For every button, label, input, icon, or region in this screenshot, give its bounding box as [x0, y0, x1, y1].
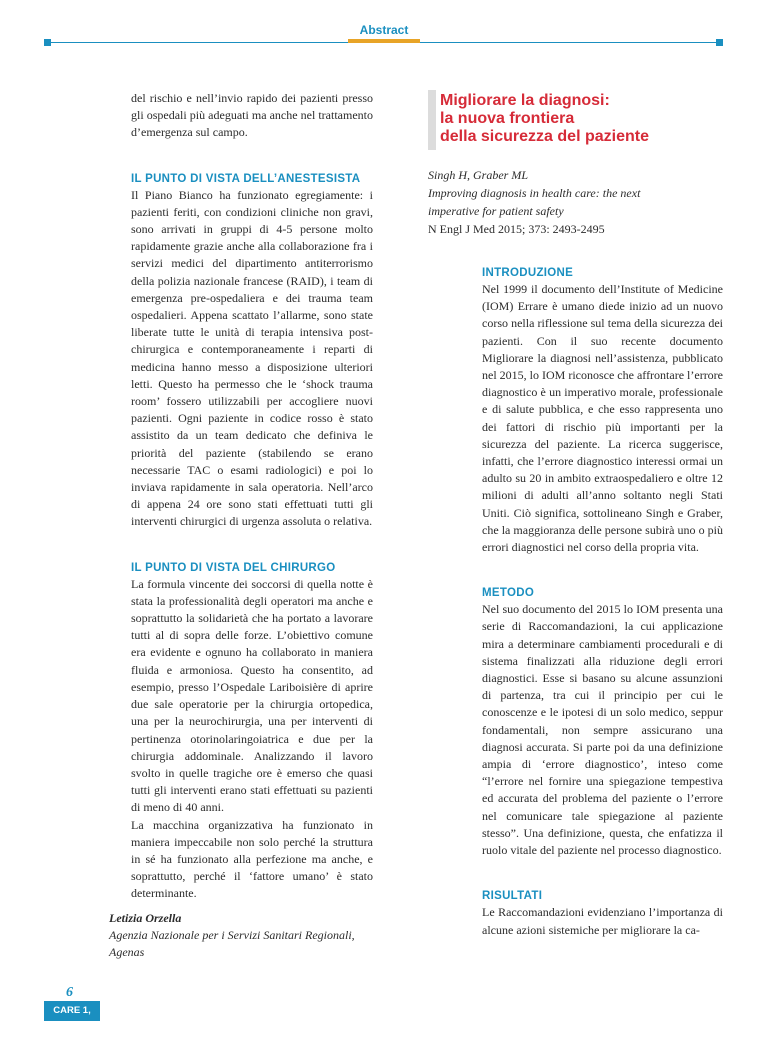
citation	[428, 166, 722, 238]
article-title-box	[428, 90, 722, 150]
article-title	[436, 90, 722, 150]
header-rule-right-square	[716, 39, 723, 46]
metodo-paragraph: Nel suo documento del 2015 lo IOM presenta una serie di Raccomandazioni, la cui applicazione mira a determinare cambiamenti procedurali e di sistema finalizzati alla riduzione degli errori diagnostici. Esse si basano su alcune assunzioni di partenza, tra cui il principio per cui le conoscenze e le ipotesi di un solo medico, seppur fondamentali, non sempre assicurano una diagnosi accurata. Si parte poi da una definizione ampia di ‘errore diagnostico’, inteso come “l’errore nel fornire una spiegazione tempestiva ed accurata del problema del paziente o l’errore nel comunicare tale spiegazione al paziente stesso”. Una definizione, questa, che enfatizza il ruolo vitale del paziente nel processo diagnostico.	[482, 602, 723, 858]
article-title-line-2: la nuova frontiera	[440, 110, 575, 127]
citation-authors: Singh H, Graber ML	[428, 168, 529, 182]
surgeon-paragraph-2: La macchina organizzativa ha funzionato in maniera impeccabile non solo perché la struttura in sé ha funzionato alla perfezione ma anche, e soprattutto, perché il ‘fattore umano’ è stato determinante.	[131, 817, 373, 901]
risultati-heading: RISULTATI	[482, 890, 543, 903]
introduzione-heading: INTRODUZIONE	[482, 267, 574, 279]
author-organization-2: Agenas	[109, 945, 145, 959]
surgeon-heading: IL PUNTO DI VISTA DEL CHIRURGO	[131, 561, 336, 574]
anesthetist-paragraph: Il Piano Bianco ha funzionato egregiamente: i pazienti feriti, con condizioni cliniche non gravi, sono arrivati in gruppi di 4-5 persone molto rapidamente grazie anche alla collaborazione fra i servizi medici del dipartimento antiterrorismo della polizia nazionale francese (RAID), i team di emergenza pre-ospedaliera e dei trauma team ospedalieri. Appena scattato l’allarme, sono state liberate tutte le unità di terapia intensiva post-chirurgica e contemporaneamente i reparti di medicina hanno messo a disposizione ulteriori letti. Questo ha permesso che le ‘shock trauma room’ fossero utilizzabili per accogliere nuovi pazienti. Ogni paziente in codice rosso è stato assistito da un team dedicato che definiva le priorità del paziente (stabilendo se erano necessarie TAC o esami radiologici) e poi lo inviava rapidamente in sala operatoria. Nell’arco di appena 24 ore sono stati effettuati tutti gli interventi chirurgici di urgenza assoluta o relativa.	[131, 187, 373, 529]
citation-reference: N Engl J Med 2015; 373: 2493-2495	[428, 222, 605, 236]
introduzione-paragraph: Nel 1999 il documento dell’Institute of Medicine (IOM) Errare è umano diede inizio ad un nuovo corso nella riflessione sul tema della sicurezza dei pazienti. Con il suo recente documento Migliorare la diagnosi nell’assistenza, pubblicato nel 2015, lo IOM riconosce che affrontare l’errore diagnostico è un imperativo morale, professionale e di salute pubblica, e che esso rappresenta uno dei fattori di rischio più importanti per la sicurezza del paziente. La ricerca suggerisce, infatti, che l’errore diagnostico interessi ormai un adulto su 20 in ambito extraospedaliero e oltre 12 milioni di adulti all’anno soltanto negli Stati Uniti. Ciò significa, sottolineano Singh e Graber, che la maggioranza delle persone subirà uno o più errori diagnostici nel corso della propria vita.	[482, 282, 724, 555]
page-number: 6	[66, 985, 73, 1000]
citation-title-line-1: Improving diagnosis in health care: the next	[428, 186, 641, 200]
left-column	[131, 90, 373, 903]
right-column	[482, 266, 723, 939]
journal-badge: CARE 1, 2016	[44, 1001, 100, 1021]
article-title-line-3: della sicurezza del paziente	[440, 128, 649, 145]
section-label-underline	[348, 39, 420, 43]
author-signature	[109, 910, 379, 961]
risultati-paragraph: Le Raccomandazioni evidenziano l’importanza di alcune azioni sistemiche per migliorare la ca-	[482, 905, 723, 937]
citation-title-line-2: imperative for patient safety	[428, 204, 564, 218]
anesthetist-heading: IL PUNTO DI VISTA DELL’ANESTESISTA	[131, 172, 361, 185]
article-title-line-1: Migliorare la diagnosi:	[440, 92, 610, 109]
author-name: Letizia Orzella	[109, 911, 182, 925]
section-label: Abstract	[359, 23, 409, 37]
surgeon-paragraph: La formula vincente dei soccorsi di quella notte è stata la professionalità degli operatori ma anche e soprattutto la solidarietà che ha portato a lavorare tutti al di sopra delle forze. L’obiettivo comune era evidente e ognuno ha collaborato in maniera fluida e armoniosa. Questo ha consentito, ad esempio, presso l’Ospedale Lariboisière di aprire due sale operatorie per la chirurgia ortopedica, una per la neurochirurgia, una per interventi di pertinenza otorinolaringoiatrica e due per la chirurgia addominale. Analizzando il lavoro svolto in quelle tragiche ore è emerso che quasi tutti gli interventi erano stati effettuati su pazienti di meno di 40 anni.	[131, 576, 373, 815]
left-intro-paragraph: del rischio e nell’invio rapido dei pazienti presso gli ospedali più adeguati ma anche nel trattamento d’emergenza sul campo.	[131, 91, 373, 140]
author-organization: Agenzia Nazionale per i Servizi Sanitari Regionali,	[109, 928, 355, 942]
header-rule-left-square	[44, 39, 51, 46]
metodo-heading: METODO	[482, 587, 535, 600]
